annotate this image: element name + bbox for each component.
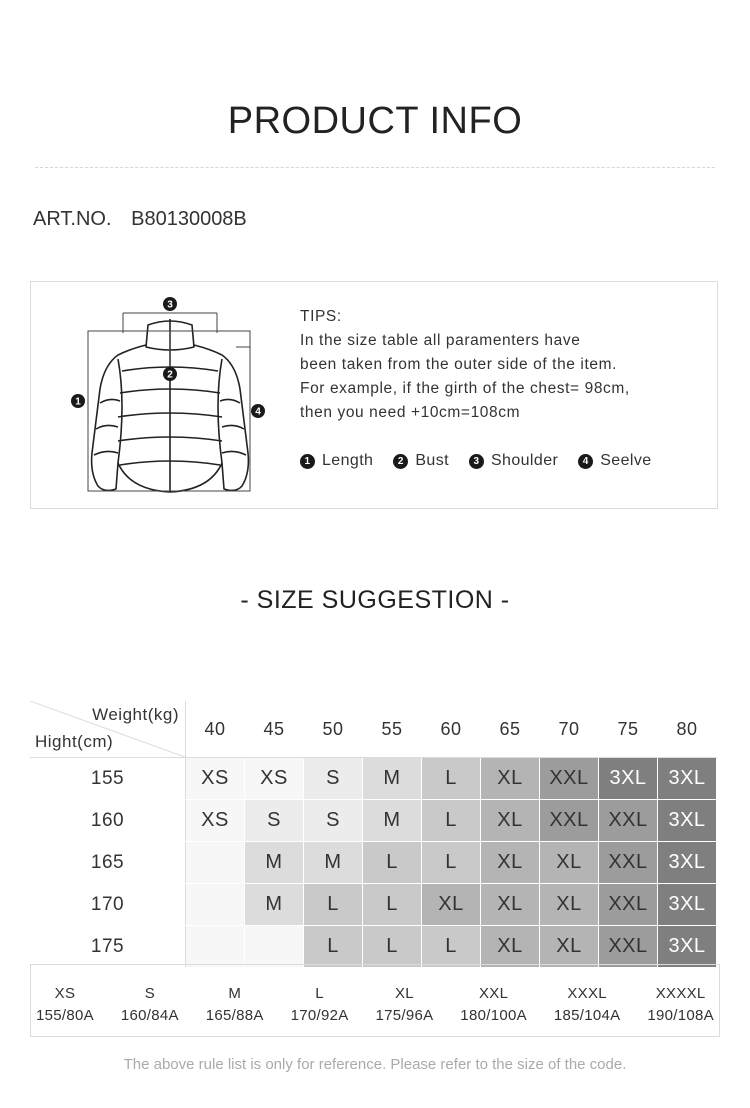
height-cell: 170 — [30, 884, 186, 926]
size-cell: XXL — [599, 884, 658, 926]
marker-2-icon — [163, 367, 177, 381]
legend-item-bust — [393, 452, 449, 470]
svg-text:1: 1 — [75, 396, 81, 408]
size-cell: XS — [186, 758, 245, 800]
size-cell: L — [422, 758, 481, 800]
size-cell: M — [363, 758, 422, 800]
size-standard-item — [554, 965, 621, 1036]
svg-text:3: 3 — [167, 299, 173, 311]
size-table-row — [30, 926, 717, 968]
size-standard-size: XL — [394, 985, 414, 1002]
size-cell: L — [422, 842, 481, 884]
article-number-label: ART.NO. — [33, 208, 112, 230]
size-standard-item — [291, 965, 349, 1036]
size-cell: XL — [422, 884, 481, 926]
size-table-row — [30, 800, 717, 842]
size-cell: XL — [481, 758, 540, 800]
height-cell: 155 — [30, 758, 186, 800]
size-standard-code: 155/80A — [36, 1007, 94, 1024]
legend-item-length — [300, 452, 373, 470]
size-table-row — [30, 884, 717, 926]
legend-number-icon: 4 — [578, 454, 593, 469]
size-cell: M — [245, 842, 304, 884]
size-cell: S — [304, 800, 363, 842]
height-cell: 160 — [30, 800, 186, 842]
size-cell: XL — [481, 800, 540, 842]
weight-header-cell: 50 — [304, 701, 363, 758]
size-standard-code: 185/104A — [553, 1007, 621, 1024]
size-cell: XXL — [540, 758, 599, 800]
size-cell: L — [363, 926, 422, 968]
size-cell: L — [363, 842, 422, 884]
measurement-guides — [88, 313, 250, 491]
size-cell: XXL — [540, 800, 599, 842]
size-cell: 3XL — [658, 884, 717, 926]
size-cell: XL — [540, 926, 599, 968]
size-table-row — [30, 758, 717, 800]
page-title: PRODUCT INFO — [227, 100, 523, 142]
size-cell: L — [304, 926, 363, 968]
weight-header-cell: 45 — [245, 701, 304, 758]
legend-label: Seelve — [600, 452, 652, 469]
legend-item-shoulder — [469, 452, 558, 470]
size-cell: XL — [540, 842, 599, 884]
size-standard-size: M — [228, 985, 242, 1002]
size-cell: XL — [481, 884, 540, 926]
size-standard-item — [121, 965, 179, 1036]
size-cell: 3XL — [658, 800, 717, 842]
measurement-legend — [300, 452, 672, 470]
legend-number-icon: 3 — [469, 454, 484, 469]
size-cell: XXL — [599, 842, 658, 884]
size-standard-item — [375, 965, 433, 1036]
size-standard-item — [36, 965, 94, 1036]
size-cell: S — [304, 758, 363, 800]
size-standard-item — [206, 965, 264, 1036]
size-suggestion-table — [30, 701, 717, 968]
marker-3-icon — [163, 297, 177, 311]
weight-header-cell: 40 — [186, 701, 245, 758]
tips-line: In the size table all paramenters have — [300, 332, 581, 349]
tips-heading: TIPS: — [300, 308, 342, 325]
tips-line: been taken from the outer side of the item. — [300, 356, 618, 373]
size-standard-size: XS — [54, 985, 76, 1002]
size-cell — [186, 926, 245, 968]
size-standard-item — [460, 965, 527, 1036]
size-standard-code: 165/88A — [205, 1007, 264, 1024]
size-standard-code: 190/108A — [647, 1007, 714, 1024]
size-cell — [186, 842, 245, 884]
size-cell: M — [304, 842, 363, 884]
size-standard-item — [647, 965, 714, 1036]
size-standard-code: 175/96A — [375, 1007, 434, 1024]
size-table-row — [30, 842, 717, 884]
size-cell: 3XL — [658, 842, 717, 884]
size-cell: XXL — [599, 926, 658, 968]
size-cell: L — [363, 884, 422, 926]
svg-text:4: 4 — [255, 406, 261, 418]
weight-header-cell: 60 — [422, 701, 481, 758]
legend-number-icon: 1 — [300, 454, 315, 469]
weight-axis-label: Weight(kg) — [92, 705, 179, 724]
size-standard-code: 180/100A — [460, 1007, 527, 1024]
legend-label: Bust — [415, 452, 449, 469]
size-standard-size: XXL — [478, 985, 509, 1002]
article-number — [33, 208, 247, 231]
tips-line: then you need +10cm=108cm — [300, 404, 521, 421]
tips-line: For example, if the girth of the chest= 98cm, — [300, 380, 630, 397]
legend-number-icon: 2 — [393, 454, 408, 469]
size-cell: XL — [540, 884, 599, 926]
svg-text:2: 2 — [167, 369, 173, 381]
article-number-value: B80130008B — [131, 208, 247, 230]
size-cell: M — [363, 800, 422, 842]
weight-header-cell: 70 — [540, 701, 599, 758]
size-suggestion-title: - SIZE SUGGESTION - — [240, 586, 510, 614]
jacket-measurement-diagram — [60, 293, 275, 505]
height-axis-label: Hight(cm) — [35, 732, 114, 751]
size-standard-size: L — [315, 985, 324, 1002]
weight-header-cell: 55 — [363, 701, 422, 758]
legend-label: Shoulder — [490, 452, 559, 469]
size-standard-code: 170/92A — [290, 1007, 349, 1024]
size-cell: 3XL — [658, 926, 717, 968]
weight-header-cell: 80 — [658, 701, 717, 758]
size-cell: XL — [481, 926, 540, 968]
table-corner-cell — [30, 701, 186, 758]
weight-header-cell: 65 — [481, 701, 540, 758]
marker-4-icon — [251, 404, 265, 418]
size-cell: XXL — [599, 800, 658, 842]
size-standard-size: S — [144, 985, 155, 1002]
size-cell: L — [304, 884, 363, 926]
size-cell: L — [422, 926, 481, 968]
size-standard-strip — [30, 964, 720, 1037]
size-cell: M — [245, 884, 304, 926]
weight-header-row — [30, 701, 717, 758]
legend-item-sleeve — [578, 452, 651, 470]
size-cell: 3XL — [599, 758, 658, 800]
size-cell: XS — [245, 758, 304, 800]
weight-header-cell: 75 — [599, 701, 658, 758]
legend-label: Length — [322, 452, 374, 469]
size-cell: S — [245, 800, 304, 842]
size-cell — [245, 926, 304, 968]
marker-1-icon — [71, 394, 85, 408]
size-standard-size: XXXXL — [655, 985, 706, 1002]
title-divider — [35, 167, 715, 168]
size-cell: 3XL — [658, 758, 717, 800]
size-standard-code: 160/84A — [120, 1007, 179, 1024]
size-cell: XL — [481, 842, 540, 884]
size-cell: L — [422, 800, 481, 842]
size-standard-size: XXXL — [567, 985, 607, 1002]
size-cell — [186, 884, 245, 926]
size-cell: XS — [186, 800, 245, 842]
height-cell: 175 — [30, 926, 186, 968]
reference-note: The above rule list is only for reference. Please refer to the size of the code. — [123, 1056, 627, 1073]
tips-text — [300, 305, 630, 425]
height-cell: 165 — [30, 842, 186, 884]
